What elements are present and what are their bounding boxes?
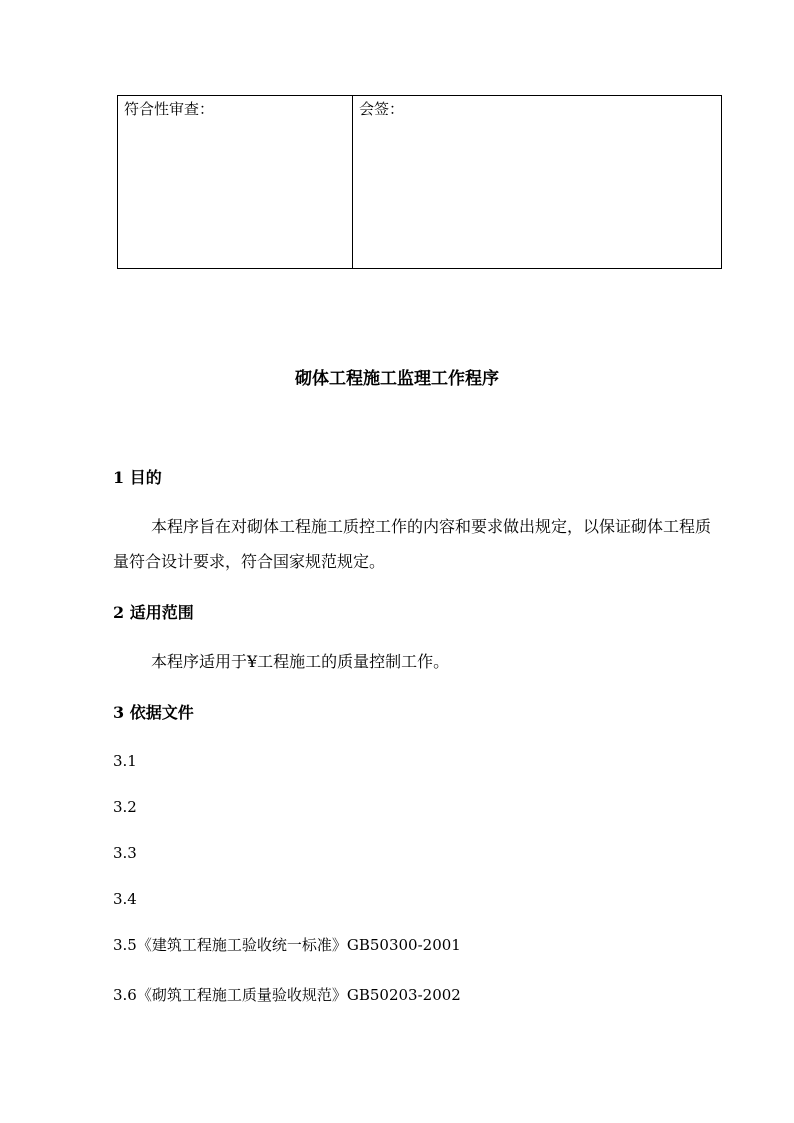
section-heading-references: 3 依据文件 [113, 703, 194, 722]
reference-item: 3.1 [113, 752, 137, 770]
countersign-cell [353, 96, 721, 268]
conformity-review-cell [118, 96, 353, 268]
document-title: 砌体工程施工监理工作程序 [295, 369, 499, 389]
reference-item: 3.6《砌筑工程施工质量验收规范》GB50203-2002 [113, 986, 461, 1004]
reference-item: 3.5《建筑工程施工验收统一标准》GB50300-2001 [113, 936, 461, 954]
signoff-table [117, 95, 722, 269]
countersign-label: 会签： [359, 100, 405, 118]
section-body-purpose: 本程序旨在对砌体工程施工质控工作的内容和要求做出规定，以保证砌体工程质量符合设计要求，符合国家规范规定。 [113, 517, 712, 571]
conformity-review-label: 符合性审查： [124, 100, 215, 118]
reference-item: 3.3 [113, 844, 137, 862]
section-body-scope: 本程序适用于¥工程施工的质量控制工作。 [151, 652, 450, 671]
section-heading-scope: 2 适用范围 [113, 603, 194, 622]
section-heading-purpose: 1 目的 [113, 468, 162, 487]
reference-item: 3.4 [113, 890, 137, 908]
reference-item: 3.2 [113, 798, 137, 816]
